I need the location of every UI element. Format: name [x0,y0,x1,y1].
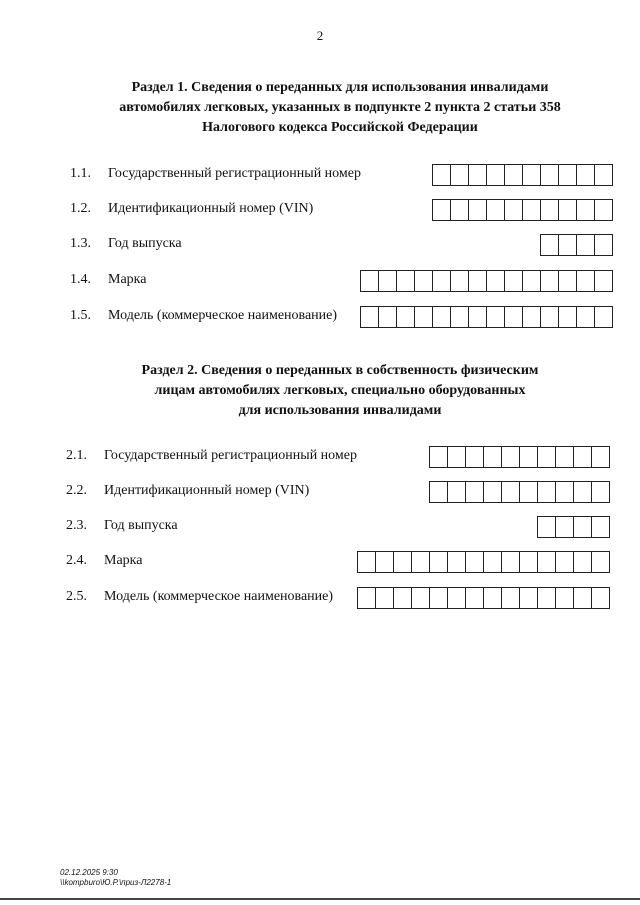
character-cell[interactable] [595,165,613,185]
character-cell[interactable] [520,482,538,502]
character-cell[interactable] [574,482,592,502]
character-cell[interactable] [358,552,376,572]
vin-cells[interactable] [432,199,613,221]
character-cell[interactable] [505,200,523,220]
character-cell[interactable] [430,447,448,467]
character-cell[interactable] [430,588,448,608]
character-cell[interactable] [574,552,592,572]
character-cell[interactable] [574,588,592,608]
character-cell[interactable] [538,588,556,608]
character-cell[interactable] [592,482,610,502]
section-1-title-line: Раздел 1. Сведения о переданных для использования инвалидами [131,80,549,95]
bottom-rule [0,898,640,900]
character-cell[interactable] [538,552,556,572]
section-2-title [100,361,580,421]
character-cell[interactable] [556,482,574,502]
character-cell[interactable] [505,307,523,327]
character-cell[interactable] [541,307,559,327]
character-cell[interactable] [412,588,430,608]
field-row-1-3 [0,234,640,256]
character-cell[interactable] [523,165,541,185]
row-number: 2.5. [66,589,87,604]
character-cell[interactable] [397,307,415,327]
character-cell[interactable] [556,552,574,572]
character-cell[interactable] [502,447,520,467]
character-cell[interactable] [469,200,487,220]
brand-cells[interactable] [360,270,613,292]
character-cell[interactable] [559,307,577,327]
row-label: Год выпуска [104,518,178,533]
character-cell[interactable] [466,588,484,608]
character-cell[interactable] [574,447,592,467]
character-cell[interactable] [379,307,397,327]
character-cell[interactable] [451,165,469,185]
character-cell[interactable] [487,165,505,185]
character-cell[interactable] [448,447,466,467]
row-label: Идентификационный номер (VIN) [104,483,310,498]
character-cell[interactable] [466,552,484,572]
character-cell[interactable] [592,552,610,572]
character-cell[interactable] [379,271,397,291]
character-cell[interactable] [520,447,538,467]
character-cell[interactable] [433,307,451,327]
field-row-2-2 [0,481,640,503]
character-cell[interactable] [433,271,451,291]
character-cell[interactable] [466,447,484,467]
registration-number-cells[interactable] [432,164,613,186]
character-cell[interactable] [502,552,520,572]
character-cell[interactable] [376,552,394,572]
character-cell[interactable] [592,517,610,537]
vin-cells[interactable] [429,481,610,503]
field-row-2-1 [0,446,640,468]
section-2-title-line: лицам автомобилях легковых, специально оборудованных [154,383,526,398]
character-cell[interactable] [520,552,538,572]
character-cell[interactable] [595,235,613,255]
section-1-title-line: автомобилях легковых, указанных в подпункте 2 пункта 2 статьи 358 [119,100,561,115]
character-cell[interactable] [523,200,541,220]
model-cells[interactable] [360,306,613,328]
character-cell[interactable] [574,517,592,537]
character-cell[interactable] [466,482,484,502]
character-cell[interactable] [451,200,469,220]
character-cell[interactable] [469,165,487,185]
character-cell[interactable] [502,482,520,502]
character-cell[interactable] [541,271,559,291]
character-cell[interactable] [412,552,430,572]
section-1-title-line: Налогового кодекса Российской Федерации [202,120,478,135]
row-label: Модель (коммерческое наименование) [108,308,338,323]
character-cell[interactable] [415,271,433,291]
model-cells[interactable] [357,587,610,609]
character-cell[interactable] [433,165,451,185]
character-cell[interactable] [397,271,415,291]
character-cell[interactable] [577,165,595,185]
character-cell[interactable] [376,588,394,608]
character-cell[interactable] [469,271,487,291]
footer-timestamp: 02.12.2025 9:30 [60,868,118,877]
row-number: 1.4. [70,272,91,287]
field-row-1-2 [0,199,640,221]
page-number: 2 [316,28,324,43]
row-label: Марка [104,553,143,568]
character-cell[interactable] [487,307,505,327]
registration-number-cells[interactable] [429,446,610,468]
row-number: 1.1. [70,166,91,181]
character-cell[interactable] [505,271,523,291]
row-label: Марка [108,272,147,287]
field-row-2-5 [0,587,640,609]
section-2-title-line: для использования инвалидами [238,403,442,418]
character-cell[interactable] [487,200,505,220]
character-cell[interactable] [430,552,448,572]
character-cell[interactable] [595,307,613,327]
row-number: 2.1. [66,448,87,463]
character-cell[interactable] [559,200,577,220]
character-cell[interactable] [595,200,613,220]
character-cell[interactable] [361,307,379,327]
field-row-2-3 [0,516,640,538]
character-cell[interactable] [538,447,556,467]
row-number: 2.4. [66,553,87,568]
character-cell[interactable] [541,200,559,220]
character-cell[interactable] [577,200,595,220]
character-cell[interactable] [484,482,502,502]
character-cell[interactable] [523,271,541,291]
year-cells[interactable] [537,516,610,538]
character-cell[interactable] [505,165,523,185]
character-cell[interactable] [358,588,376,608]
field-row-1-5 [0,306,640,328]
character-cell[interactable] [538,482,556,502]
character-cell[interactable] [394,588,412,608]
row-number: 1.3. [70,236,91,251]
character-cell[interactable] [448,482,466,502]
row-number: 1.2. [70,201,91,216]
character-cell[interactable] [469,307,487,327]
row-number: 2.2. [66,483,87,498]
character-cell[interactable] [592,588,610,608]
row-label: Государственный регистрационный номер [104,448,357,463]
character-cell[interactable] [361,271,379,291]
character-cell[interactable] [430,482,448,502]
character-cell[interactable] [484,447,502,467]
character-cell[interactable] [577,307,595,327]
character-cell[interactable] [448,552,466,572]
character-cell[interactable] [538,517,556,537]
row-number: 2.3. [66,518,87,533]
row-label: Год выпуска [108,236,182,251]
character-cell[interactable] [451,307,469,327]
field-row-1-1 [0,164,640,186]
character-cell[interactable] [415,307,433,327]
field-row-1-4 [0,270,640,292]
character-cell[interactable] [433,200,451,220]
brand-cells[interactable] [357,551,610,573]
character-cell[interactable] [592,447,610,467]
section-1-title [100,78,580,138]
footer-doc-ref: \\kompburo\Ю.Р.\приз-Л2278-1 [60,878,172,887]
character-cell[interactable] [520,588,538,608]
field-row-2-4 [0,551,640,573]
character-cell[interactable] [484,552,502,572]
character-cell[interactable] [394,552,412,572]
character-cell[interactable] [448,588,466,608]
character-cell[interactable] [559,165,577,185]
character-cell[interactable] [556,447,574,467]
character-cell[interactable] [556,517,574,537]
character-cell[interactable] [502,588,520,608]
character-cell[interactable] [559,271,577,291]
character-cell[interactable] [595,271,613,291]
character-cell[interactable] [559,235,577,255]
row-number: 1.5. [70,308,91,323]
row-label: Идентификационный номер (VIN) [108,201,314,216]
row-label: Модель (коммерческое наименование) [104,589,334,604]
year-cells[interactable] [540,234,613,256]
row-label: Государственный регистрационный номер [108,166,361,181]
character-cell[interactable] [487,271,505,291]
character-cell[interactable] [541,235,559,255]
character-cell[interactable] [484,588,502,608]
character-cell[interactable] [541,165,559,185]
character-cell[interactable] [577,235,595,255]
character-cell[interactable] [451,271,469,291]
character-cell[interactable] [523,307,541,327]
section-2-title-line: Раздел 2. Сведения о переданных в собственность физическим [141,363,539,378]
character-cell[interactable] [577,271,595,291]
character-cell[interactable] [556,588,574,608]
footer [60,868,171,888]
